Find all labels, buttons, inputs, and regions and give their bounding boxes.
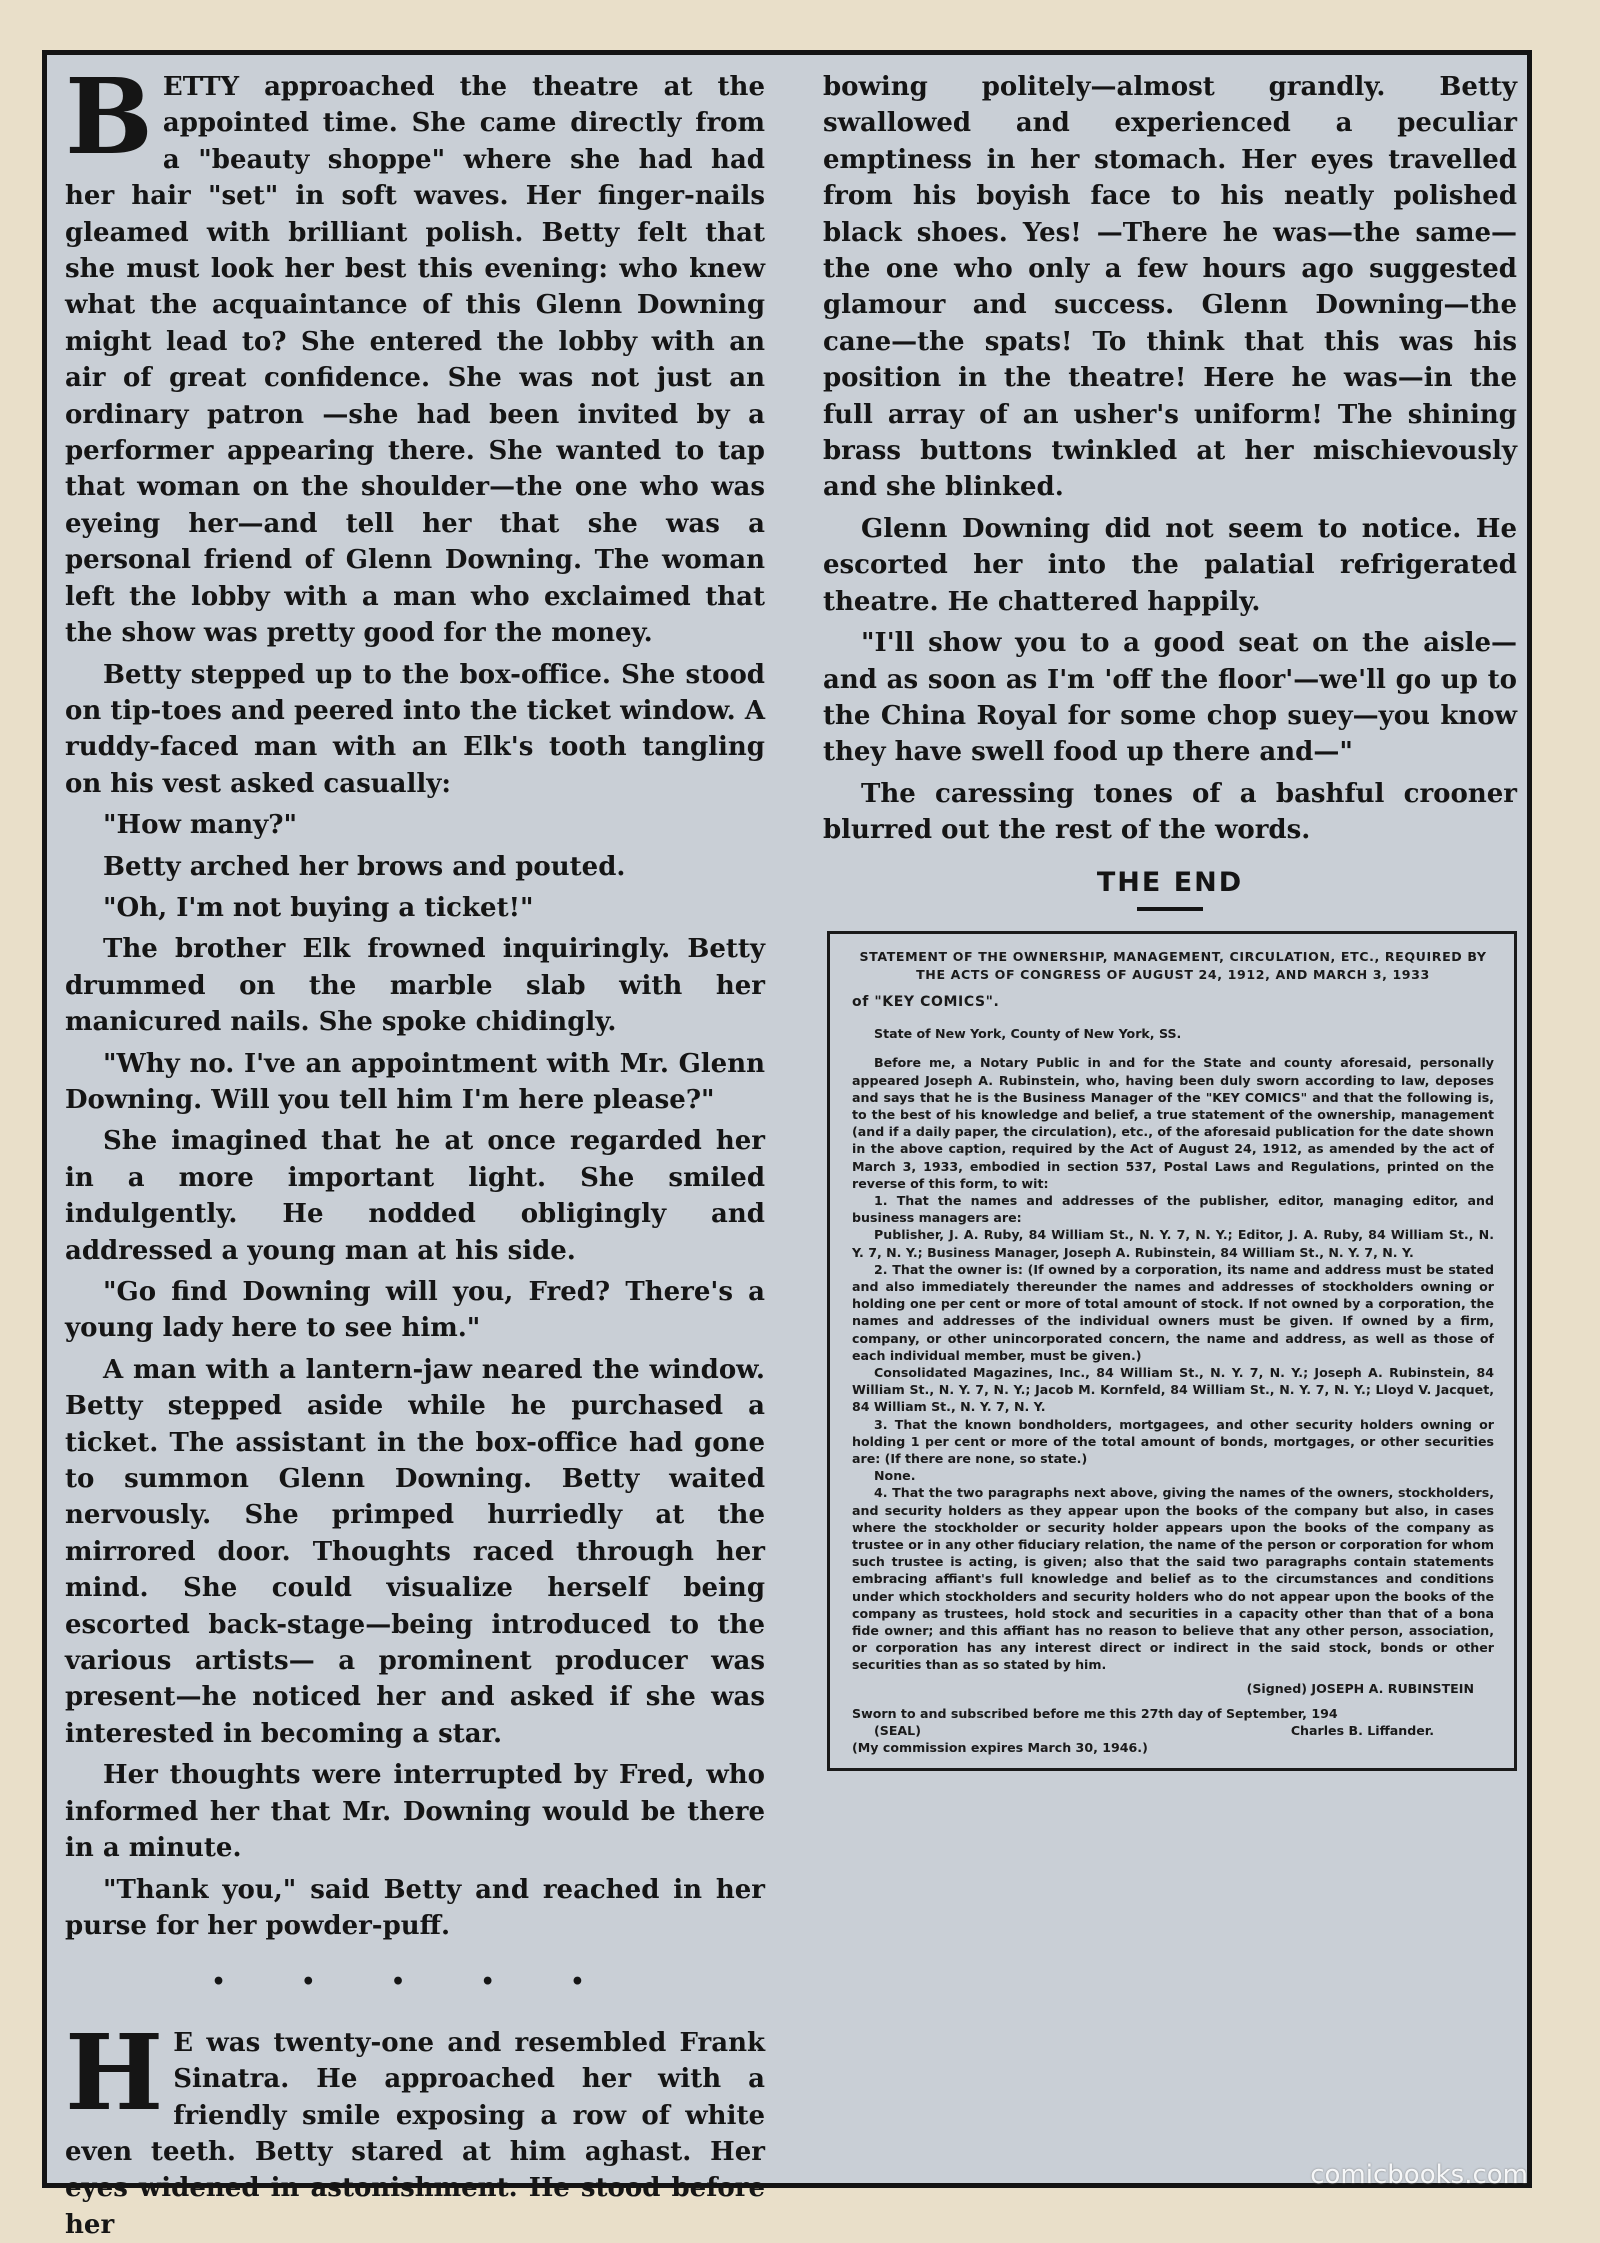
left-column	[65, 55, 765, 2240]
section-separator: • • • • •	[211, 1969, 619, 1996]
story-paragraph: She imagined that he at once regarded her in a more important light. She smiled indulgently. He nodded obligingly and addressed a young man at his side.	[65, 1126, 765, 1266]
statement-sworn: Sworn to and subscribed before me this 27th day of September, 194	[852, 1705, 1338, 1721]
page-frame	[42, 50, 1532, 2240]
story-paragraph: The caressing tones of a bashful crooner blurred out the rest of the words.	[823, 778, 1517, 846]
story-paragraph: The brother Elk frowned inquiringly. Betty drummed on the marble slab with her manicured nails. She spoke chidingly.	[65, 934, 765, 1038]
statement-seal-line	[852, 1722, 1494, 1739]
right-column	[823, 69, 1517, 2173]
statement-paragraph: 3. That the known bondholders, mortgagees, and other security holders owning or holding 1 per cent or more of the total amount of bonds, mortgages, or other securities are: (If there are none, so state.)	[852, 1416, 1494, 1467]
statement-commission: (My commission expires March 30, 1946.)	[852, 1740, 1148, 1756]
story-paragraph: "How many?"	[103, 810, 298, 841]
story-paragraph: Betty arched her brows and pouted.	[103, 851, 626, 882]
drop-cap: H	[65, 2010, 164, 2134]
story-paragraph: Her thoughts were interrupted by Fred, who informed her that Mr. Downing would be there in a minute.	[65, 1760, 765, 1864]
story-paragraph: "Oh, I'm not buying a ticket!"	[103, 892, 534, 923]
statement-notary: Charles B. Liffander.	[1290, 1723, 1434, 1739]
story-paragraph: "Thank you," said Betty and reached in her purse for her powder-puff.	[65, 1874, 765, 1941]
drop-cap: B	[65, 55, 153, 178]
story-paragraph: BETTY approached the theatre at the appointed time. She came directly from a "beauty shoppe" where she had had her hair "set" in soft waves. Her finger-nails gleamed with brilliant polish. Betty felt that she must look her best this evening: who knew what the acquaintance of this Glenn Downing might lead to? She entered the lobby with an air of great confidence. She was not just an ordinary patron —she had been invited by a performer appearing there. She wanted to tap that woman on the shoulder—the one who was eyeing her—and tell her that she was a personal friend of Glenn Downing. The woman left the lobby with a man who exclaimed that the show was pretty good for the money.	[65, 55, 765, 649]
statement-title: STATEMENT OF THE OWNERSHIP, MANAGEMENT, CIRCULATION, ETC., REQUIRED BY THE ACTS OF CONGRESS OF AUGUST 24, 1912, AND MARCH 3, 1933	[859, 948, 1487, 982]
story-paragraph: Glenn Downing did not seem to notice. He escorted her into the palatial refrigerated theatre. He chattered happily.	[823, 513, 1517, 617]
end-rule	[1137, 907, 1203, 911]
statement-publication: of "KEY COMICS".	[852, 993, 1000, 1010]
story-paragraph: Betty stepped up to the box-office. She stood on tip-toes and peered into the ticket window. A ruddy-faced man with an Elk's tooth tangling on his vest asked casually:	[65, 659, 765, 799]
statement-paragraph: Consolidated Magazines, Inc., 84 William St., N. Y. 7, N. Y.; Joseph A. Rubinstein, 84 William St., N. Y. 7, N. Y.; Jacob M. Kornfeld, 84 William St., N. Y. 7, N. Y.; Lloyd V. Jacquet, 84 William St., N. Y. 7, N. Y.	[852, 1365, 1494, 1415]
statement-paragraph: 2. That the owner is: (If owned by a corporation, its name and address must be stated and also immediately thereunder the names and addresses of stockholders owning or holding one per cent or more of total amount of stock. If not owned by a corporation, the names and addresses of the individual owners must be given. If owned by a firm, company, or other unincorporated concern, the name and address, as well as those of each individual member, must be given.)	[852, 1261, 1494, 1363]
statement-paragraph: Before me, a Notary Public in and for the State and county aforesaid, personally appeared Joseph A. Rubinstein, who, having been duly sworn according to law, deposes and says that he is the Business Manager of the "KEY COMICS" and that the following is, to the best of his knowledge and belief, a true statement of the ownership, management (and if a daily paper, the circulation), etc., of the aforesaid publication for the date shown in the above caption, required by the Act of August 24, 1912, as amended by the act of March 3, 1933, embodied in section 537, Postal Laws and Regulations, printed on the reverse of this form, to wit:	[852, 1055, 1494, 1191]
statement-seal: (SEAL)	[874, 1723, 921, 1739]
story-paragraph: "Why no. I've an appointment with Mr. Glenn Downing. Will you tell him I'm here please?"	[65, 1048, 765, 1115]
site-watermark: comicbooks.com	[1310, 2160, 1528, 2190]
statement-paragraph: Publisher, J. A. Ruby, 84 William St., N. Y. 7, N. Y.; Editor, J. A. Ruby, 84 William St., N. Y. 7, N. Y.; Business Manager, Joseph A. Rubinstein, 84 William St., N. Y. 7, N. Y.	[852, 1227, 1494, 1260]
statement-paragraph: 4. That the two paragraphs next above, giving the names of the owners, stockholders, and security holders as they appear upon the books of the company but also, in cases where the stockholder or security holder appears upon the books of the company as trustee or in any other fiduciary relation, the name of the person or corporation for whom such trustee is acting, is given; also that the said two paragraphs contain statements embracing affiant's full knowledge and belief as to the circumstances and conditions under which stockholders and security holders who do not appear upon the books of the company as trustees, hold stock and securities in a capacity other than that of a bona fide owner; and this affiant has no reason to believe that any other person, association, or corporation has any interest direct or indirect in the said stock, bonds or other securities than as so stated by him.	[852, 1485, 1494, 1673]
statement-paragraph: 1. That the names and addresses of the publisher, editor, managing editor, and business managers are:	[852, 1192, 1494, 1226]
statement-paragraph: None.	[874, 1468, 916, 1484]
statement-location: State of New York, County of New York, SS.	[874, 1026, 1182, 1042]
story-paragraph: A man with a lantern-jaw neared the window. Betty stepped aside while he purchased a ticket. The assistant in the box-office had gone to summon Glenn Downing. Betty waited nervously. She primped hurriedly at the mirrored door. Thoughts raced through her mind. She could visualize herself being escorted back-stage—being introduced to the various artists— a prominent producer was present—he noticed her and asked if she was interested in becoming a star.	[65, 1354, 765, 1749]
the-end-heading: THE END	[1096, 866, 1244, 898]
story-paragraph: H E was twenty-one and resembled Frank Sinatra. He approached her with a friendly smile exposing a row of white even teeth. Betty stared at him aghast. Her eyes widened in astonishment. He stood before her	[65, 2010, 765, 2240]
ownership-statement	[827, 931, 1517, 1772]
story-paragraph: "I'll show you to a good seat on the aisle— and as soon as I'm 'off the floor'—we'll go up to the China Royal for some chop suey—you know they have swell food up there and—"	[823, 628, 1517, 768]
statement-signature: (Signed) JOSEPH A. RUBINSTEIN	[1246, 1680, 1474, 1696]
story-paragraph: bowing politely—almost grandly. Betty swallowed and experienced a peculiar emptiness in her stomach. Her eyes travelled from his boyish face to his neatly polished black shoes. Yes! —There he was—the same—the one who only a few hours ago suggested glamour and success. Glenn Downing—the cane—the spats! To think that this was his position in the theatre! Here he was—in the full array of an usher's uniform! The shining brass buttons twinkled at her mischievously and she blinked.	[823, 72, 1517, 503]
story-paragraph: "Go find Downing will you, Fred? There's a young lady here to see him."	[65, 1277, 765, 1344]
